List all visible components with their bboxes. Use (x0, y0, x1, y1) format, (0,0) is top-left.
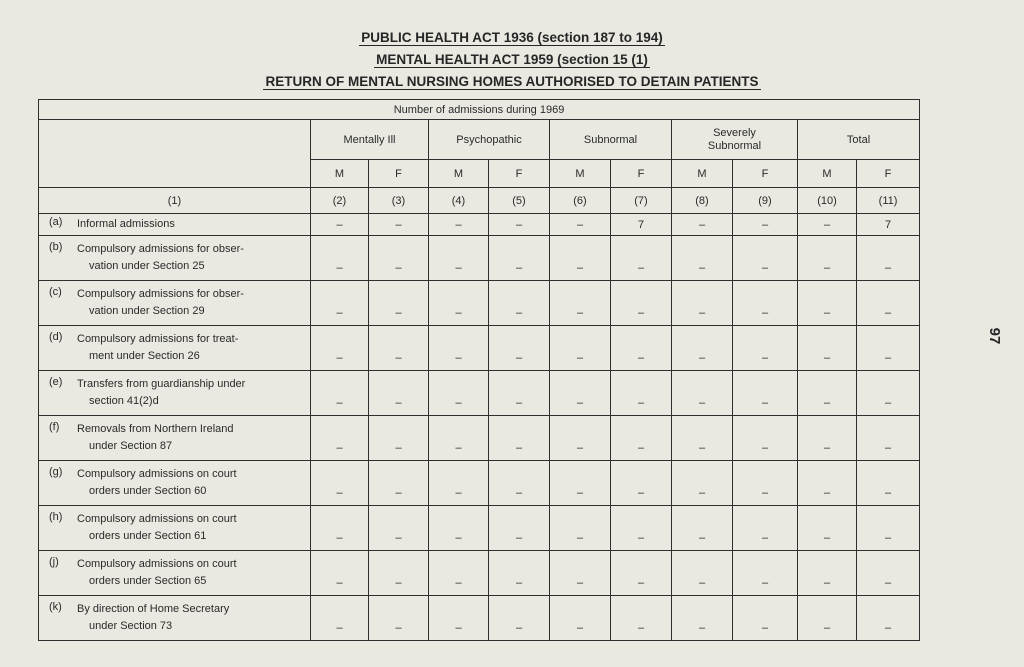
value-cell: – (672, 596, 733, 641)
row-description (77, 556, 237, 590)
value-cell: – (857, 551, 920, 596)
row-description-line-1: Compulsory admissions on court (77, 513, 237, 525)
row-description-line-2: orders under Section 65 (89, 575, 207, 587)
value-cell: – (429, 506, 489, 551)
value-cell: – (672, 416, 733, 461)
value-cell: – (611, 326, 672, 371)
value-cell: – (311, 236, 369, 281)
row-description-line-1: Informal admissions (77, 218, 175, 230)
row-letter: (a) (49, 216, 63, 228)
value-cell: – (798, 236, 857, 281)
value-cell: – (489, 461, 550, 506)
row-label (39, 416, 311, 461)
row-description-line-1: Compulsory admissions for treat- (77, 333, 239, 345)
value-cell: – (611, 416, 672, 461)
row-description-line-2: ment under Section 26 (89, 350, 200, 362)
row-label (39, 596, 311, 641)
value-cell: – (429, 596, 489, 641)
row-letter: (j) (49, 556, 59, 568)
column-number: (11) (857, 188, 920, 214)
value-cell: – (311, 596, 369, 641)
value-cell: – (550, 461, 611, 506)
value-cell: – (550, 551, 611, 596)
value-cell: – (611, 461, 672, 506)
value-cell: – (489, 236, 550, 281)
value-cell: – (550, 236, 611, 281)
value-cell: – (733, 506, 798, 551)
value-cell: – (857, 596, 920, 641)
value-cell: – (369, 371, 429, 416)
value-cell: – (611, 236, 672, 281)
sex-header: M (429, 160, 489, 188)
row-description (77, 601, 229, 635)
value-cell: – (798, 506, 857, 551)
title-line-3-text: RETURN OF MENTAL NURSING HOMES AUTHORISED TO DETAIN PATIENTS (265, 74, 759, 89)
row-label (39, 281, 311, 326)
row-description-line-2: vation under Section 29 (89, 305, 205, 317)
value-cell: – (369, 214, 429, 236)
value-cell: – (550, 416, 611, 461)
value-cell: – (429, 551, 489, 596)
row-letter: (b) (49, 241, 63, 253)
row-letter: (g) (49, 466, 63, 478)
row-description (77, 466, 237, 500)
value-cell: – (369, 506, 429, 551)
row-description (77, 286, 244, 320)
value-cell: – (733, 596, 798, 641)
column-number: (3) (369, 188, 429, 214)
page-number: 97 (986, 327, 1003, 345)
value-cell: – (733, 214, 798, 236)
table-body (39, 214, 920, 641)
value-cell: – (733, 551, 798, 596)
value-cell: – (311, 371, 369, 416)
value-cell: – (429, 461, 489, 506)
row-description-line-1: Transfers from guardianship under (77, 378, 246, 390)
severely-line-2: Subnormal (707, 139, 762, 152)
row-label (39, 371, 311, 416)
title-line-1 (0, 30, 1024, 45)
row-description-line-1: Compulsory admissions on court (77, 468, 237, 480)
value-cell: – (489, 326, 550, 371)
value-cell: – (311, 326, 369, 371)
row-description-line-2: under Section 73 (89, 620, 173, 632)
sex-header: F (369, 160, 429, 188)
value-cell: – (429, 236, 489, 281)
value-cell: – (672, 326, 733, 371)
row-label (39, 551, 311, 596)
value-cell: – (489, 416, 550, 461)
table-row (39, 551, 920, 596)
value-cell: – (798, 416, 857, 461)
value-cell: – (733, 236, 798, 281)
row-letter: (c) (49, 286, 62, 298)
severely-line-1: Severely (713, 126, 756, 139)
super-header: Number of admissions during 1969 (39, 100, 920, 120)
row-description-line-1: Compulsory admissions on court (77, 558, 237, 570)
value-cell: – (857, 371, 920, 416)
value-cell: – (798, 461, 857, 506)
value-cell: – (672, 281, 733, 326)
value-cell: – (798, 214, 857, 236)
group-header-row (39, 120, 920, 160)
value-cell: – (550, 506, 611, 551)
row-description (77, 241, 244, 275)
value-cell: 7 (857, 214, 920, 236)
value-cell: – (311, 281, 369, 326)
value-cell: 7 (611, 214, 672, 236)
row-description-line-1: By direction of Home Secretary (77, 603, 230, 615)
value-cell: – (857, 326, 920, 371)
value-cell: – (369, 416, 429, 461)
row-description-line-2: orders under Section 60 (89, 485, 207, 497)
sex-header: M (550, 160, 611, 188)
value-cell: – (550, 596, 611, 641)
value-cell: – (611, 596, 672, 641)
row-label (39, 506, 311, 551)
row-description-line-1: Compulsory admissions for obser- (77, 243, 244, 255)
column-number: (7) (611, 188, 672, 214)
value-cell: – (611, 371, 672, 416)
row-description (77, 331, 238, 365)
value-cell: – (489, 551, 550, 596)
row-label (39, 326, 311, 371)
value-cell: – (369, 281, 429, 326)
value-cell: – (311, 214, 369, 236)
blank-header-cell (39, 120, 311, 188)
value-cell: – (550, 214, 611, 236)
value-cell: – (429, 416, 489, 461)
value-cell: – (369, 596, 429, 641)
sex-header: M (798, 160, 857, 188)
value-cell: – (857, 416, 920, 461)
row-description (77, 511, 237, 545)
table-row (39, 371, 920, 416)
row-description-line-2: vation under Section 25 (89, 260, 205, 272)
value-cell: – (672, 461, 733, 506)
value-cell: – (550, 326, 611, 371)
value-cell: – (369, 326, 429, 371)
value-cell: – (489, 506, 550, 551)
value-cell: – (733, 281, 798, 326)
row-description-line-2: under Section 87 (89, 440, 173, 452)
value-cell: – (369, 551, 429, 596)
table-row (39, 214, 920, 236)
value-cell: – (489, 371, 550, 416)
value-cell: – (857, 461, 920, 506)
super-header-row (39, 100, 920, 120)
value-cell: – (369, 236, 429, 281)
value-cell: – (798, 551, 857, 596)
value-cell: – (798, 371, 857, 416)
value-cell: – (311, 551, 369, 596)
value-cell: – (798, 596, 857, 641)
sex-header: F (733, 160, 798, 188)
return-table (38, 99, 920, 641)
table-row (39, 506, 920, 551)
value-cell: – (429, 281, 489, 326)
group-header-mentally-ill: Mentally Ill (311, 120, 429, 160)
value-cell: – (857, 281, 920, 326)
row-description (77, 216, 175, 233)
value-cell: – (611, 506, 672, 551)
column-number: (6) (550, 188, 611, 214)
title-line-3 (0, 74, 1024, 89)
value-cell: – (672, 371, 733, 416)
sex-header: M (311, 160, 369, 188)
value-cell: – (429, 371, 489, 416)
value-cell: – (733, 371, 798, 416)
title-line-2 (0, 52, 1024, 67)
value-cell: – (672, 506, 733, 551)
sex-header: F (611, 160, 672, 188)
value-cell: – (550, 281, 611, 326)
row-letter: (h) (49, 511, 63, 523)
column-number-row (39, 188, 920, 214)
group-header-severely-subnormal (672, 120, 798, 160)
table-row (39, 281, 920, 326)
value-cell: – (733, 416, 798, 461)
value-cell: – (798, 326, 857, 371)
value-cell: – (311, 461, 369, 506)
value-cell: – (733, 326, 798, 371)
group-header-total: Total (798, 120, 920, 160)
group-header-subnormal: Subnormal (550, 120, 672, 160)
table-row (39, 596, 920, 641)
value-cell: – (857, 506, 920, 551)
row-description (77, 376, 245, 410)
table-row (39, 416, 920, 461)
title-line-2-text: MENTAL HEALTH ACT 1959 (section 15 (1) (376, 52, 648, 67)
value-cell: – (611, 551, 672, 596)
row-description-line-2: orders under Section 61 (89, 530, 207, 542)
column-number: (2) (311, 188, 369, 214)
row-description-line-1: Removals from Northern Ireland (77, 423, 234, 435)
title-line-1-text: PUBLIC HEALTH ACT 1936 (section 187 to 194) (361, 30, 663, 45)
column-number: (1) (39, 188, 311, 214)
column-number: (5) (489, 188, 550, 214)
row-description (77, 421, 234, 455)
sex-header: F (857, 160, 920, 188)
value-cell: – (489, 596, 550, 641)
sex-header: M (672, 160, 733, 188)
value-cell: – (429, 326, 489, 371)
column-number: (8) (672, 188, 733, 214)
sex-header: F (489, 160, 550, 188)
row-letter: (k) (49, 601, 62, 613)
value-cell: – (672, 214, 733, 236)
value-cell: – (311, 416, 369, 461)
value-cell: – (857, 236, 920, 281)
table-row (39, 326, 920, 371)
value-cell: – (429, 214, 489, 236)
row-description-line-1: Compulsory admissions for obser- (77, 288, 244, 300)
value-cell: – (672, 236, 733, 281)
value-cell: – (489, 281, 550, 326)
value-cell: – (672, 551, 733, 596)
value-cell: – (611, 281, 672, 326)
row-label (39, 214, 311, 236)
row-label (39, 236, 311, 281)
value-cell: – (311, 506, 369, 551)
row-description-line-2: section 41(2)d (89, 395, 159, 407)
column-number: (9) (733, 188, 798, 214)
row-letter: (e) (49, 376, 63, 388)
row-label (39, 461, 311, 506)
row-letter: (d) (49, 331, 63, 343)
value-cell: – (369, 461, 429, 506)
value-cell: – (489, 214, 550, 236)
column-number: (4) (429, 188, 489, 214)
value-cell: – (550, 371, 611, 416)
table-row (39, 236, 920, 281)
column-number: (10) (798, 188, 857, 214)
value-cell: – (798, 281, 857, 326)
row-letter: (f) (49, 421, 60, 433)
table-row (39, 461, 920, 506)
value-cell: – (733, 461, 798, 506)
group-header-psychopathic: Psychopathic (429, 120, 550, 160)
